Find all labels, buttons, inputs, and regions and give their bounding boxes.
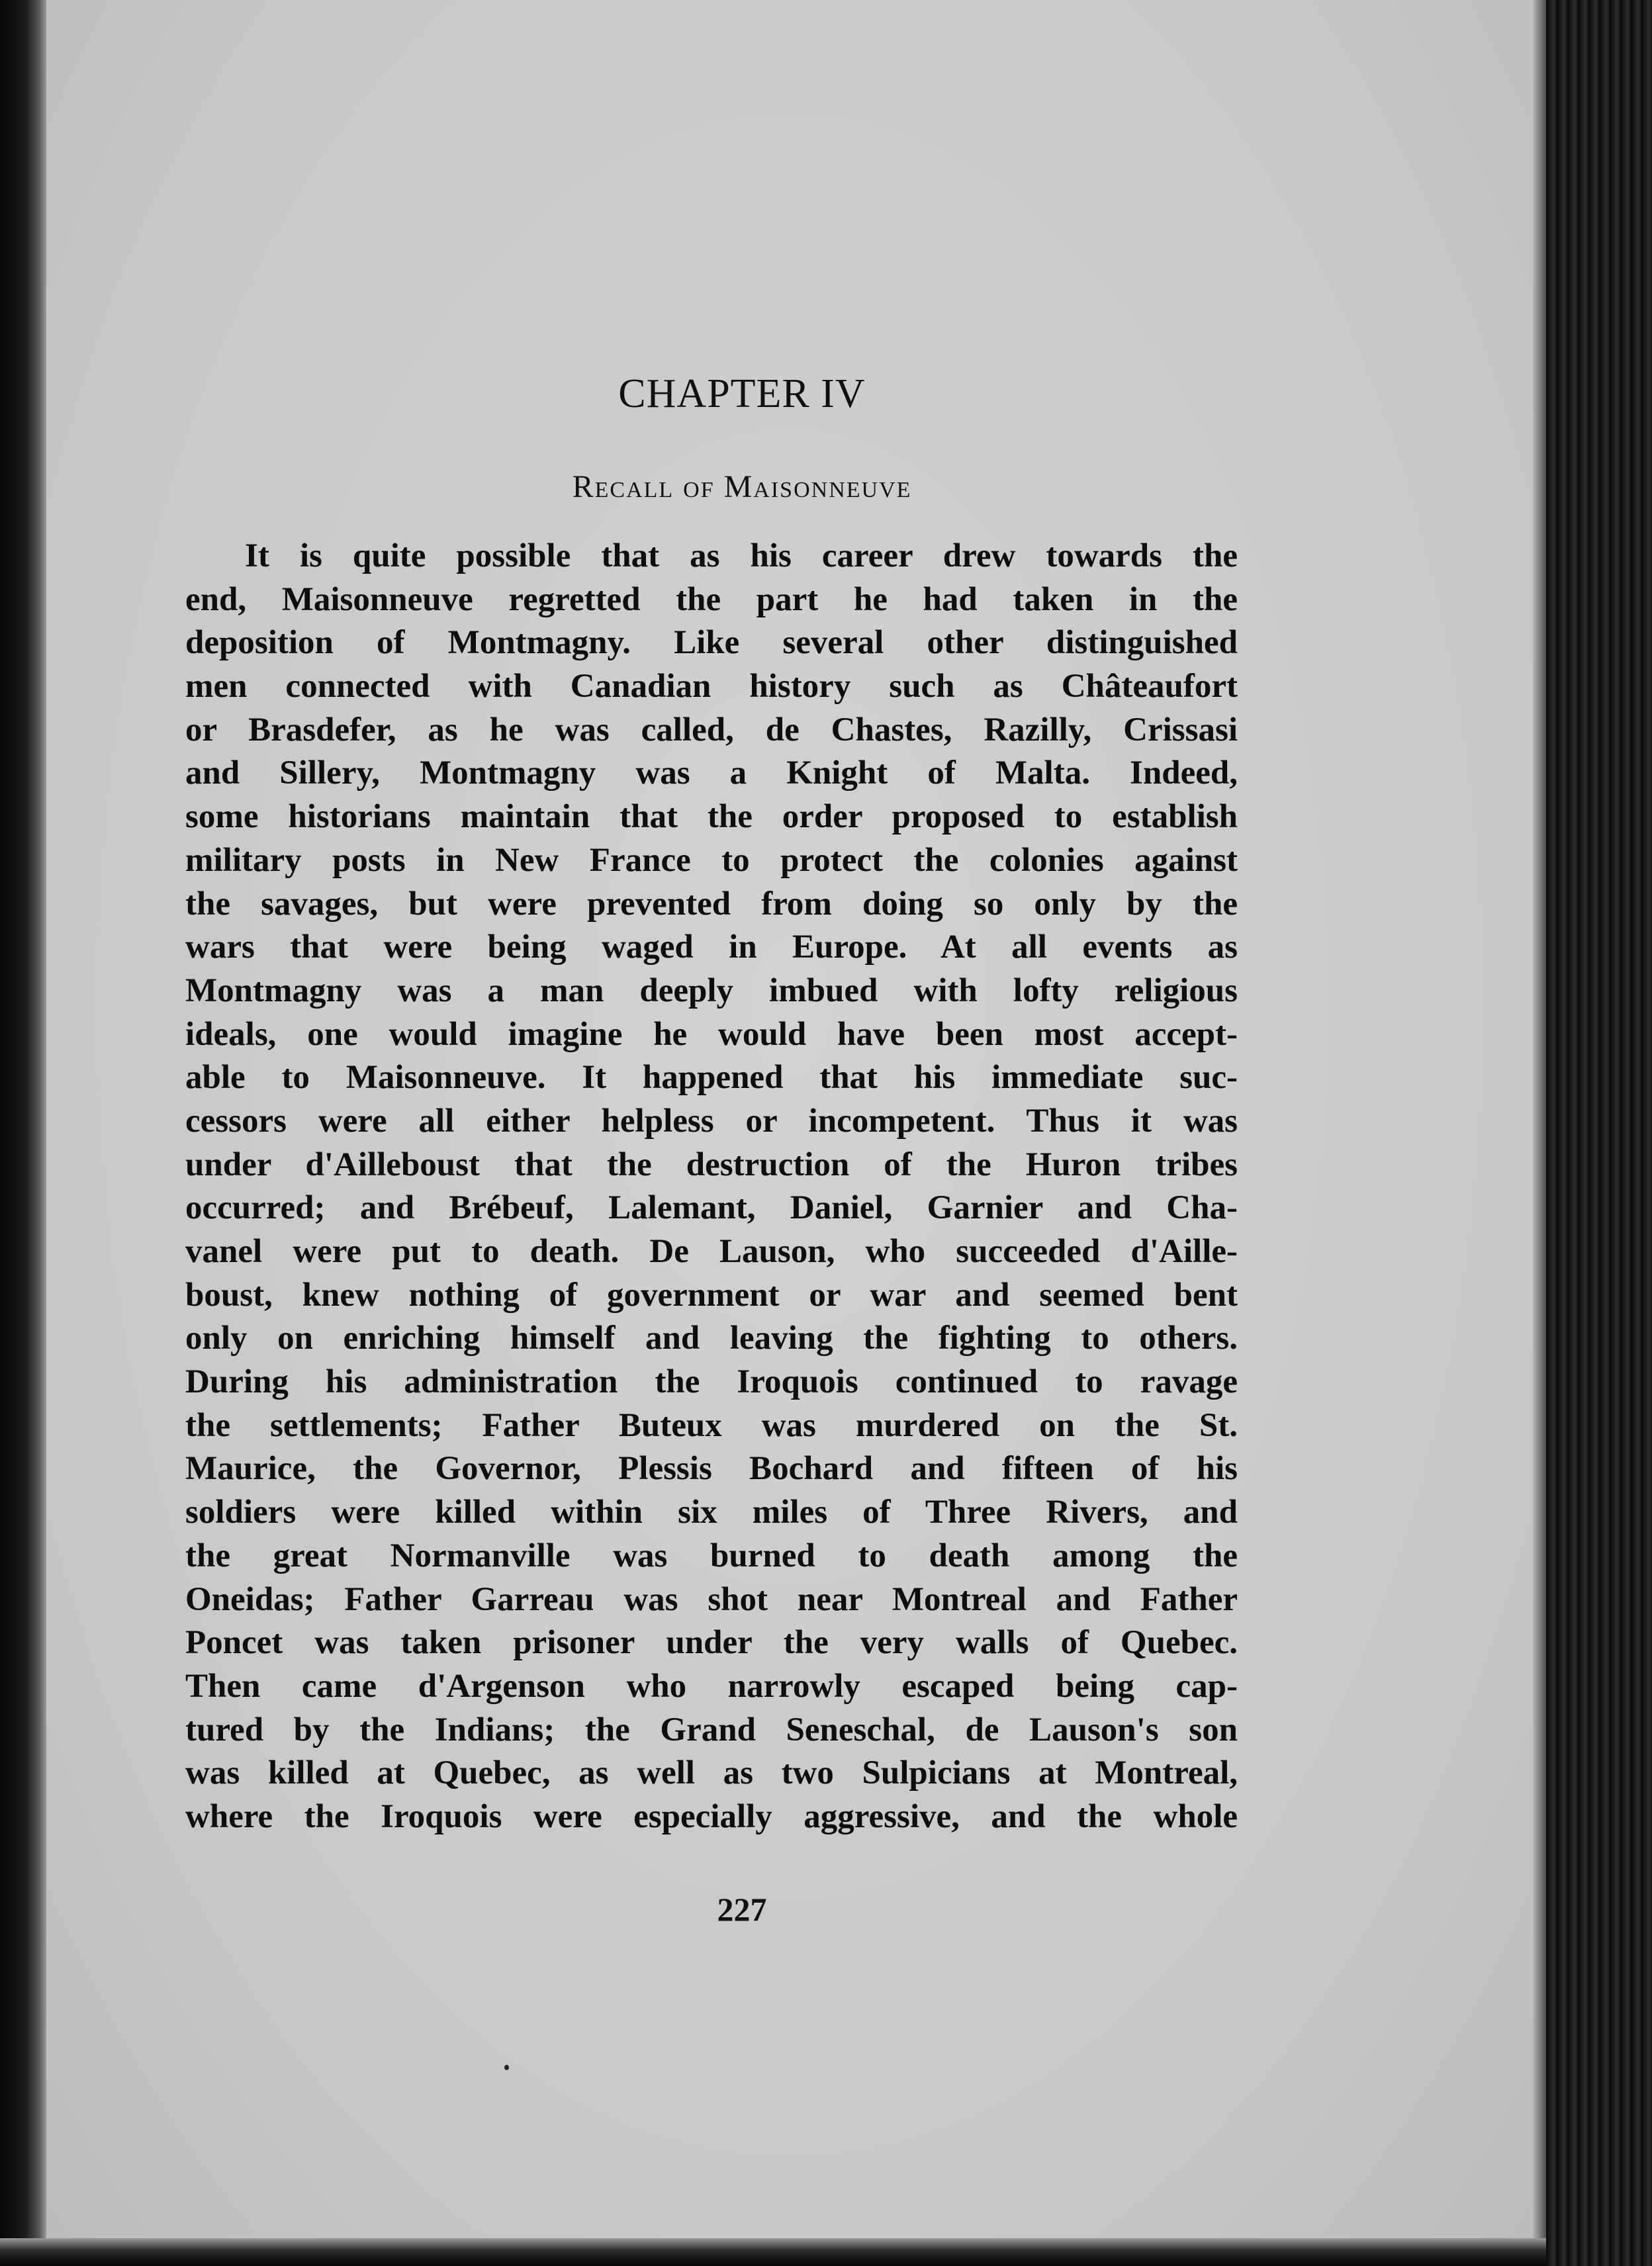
text-line: It is quite possible that as his career drew towards the xyxy=(245,537,1238,574)
text-line: only on enriching himself and leaving the fighting to others. xyxy=(185,1320,1238,1357)
text-line: boust, knew nothing of government or war and seemed bent xyxy=(185,1276,1238,1314)
text-line: and Sillery, Montmagny was a Knight of Malta. Indeed, xyxy=(185,754,1238,792)
text-line: Maurice, the Governor, Plessis Bochard and fifteen of his xyxy=(185,1450,1238,1488)
chapter-title: Recall of Maisonneuve xyxy=(572,469,912,504)
text-line: the great Normanville was burned to death among the xyxy=(185,1537,1238,1574)
text-line: occurred; and Brébeuf, Lalemant, Daniel, Garnier and Cha- xyxy=(185,1189,1238,1227)
text-line: deposition of Montmagny. Like several other distinguished xyxy=(185,624,1238,662)
scan-edge-right xyxy=(1546,0,1652,2266)
text-line: the settlements; Father Buteux was murdered on the St. xyxy=(185,1406,1238,1444)
text-line: Oneidas; Father Garreau was shot near Montreal and Father xyxy=(185,1580,1238,1618)
text-line: where the Iroquois were especially aggressive, and the whole xyxy=(185,1797,1238,1835)
text-line: tured by the Indians; the Grand Seneschal, de Lauson's son xyxy=(185,1711,1238,1748)
text-line: men connected with Canadian history such as Châteaufort xyxy=(185,668,1238,705)
text-line: end, Maisonneuve regretted the part he had taken in the xyxy=(185,580,1238,618)
chapter-heading: CHAPTER IV xyxy=(618,371,866,416)
body-text xyxy=(185,535,1238,1839)
text-line: vanel were put to death. De Lauson, who succeeded d'Aille- xyxy=(185,1233,1238,1270)
text-line: Montmagny was a man deeply imbued with lofty religious xyxy=(185,972,1238,1009)
text-line: some historians maintain that the order proposed to establish xyxy=(185,798,1238,836)
scan-speck xyxy=(504,2065,509,2070)
page-number: 227 xyxy=(717,1891,767,1928)
text-line: soldiers were killed within six miles of Three Rivers, and xyxy=(185,1494,1238,1531)
page-gutter-shadow xyxy=(1533,0,1546,2266)
text-line: Poncet was taken prisoner under the very walls of Quebec. xyxy=(185,1624,1238,1662)
text-line: or Brasdefer, as he was called, de Chastes, Razilly, Crissasi xyxy=(185,711,1238,748)
text-line: under d'Ailleboust that the destruction of the Huron tribes xyxy=(185,1146,1238,1183)
text-line: wars that were being waged in Europe. At all events as xyxy=(185,929,1238,966)
text-line: the savages, but were prevented from doing so only by the xyxy=(185,885,1238,923)
text-line: cessors were all either helpless or incompetent. Thus it was xyxy=(185,1102,1238,1140)
text-line: was killed at Quebec, as well as two Sulpicians at Montreal, xyxy=(185,1754,1238,1792)
text-line: able to Maisonneuve. It happened that his immediate suc- xyxy=(185,1059,1238,1097)
text-line: Then came d'Argenson who narrowly escaped being cap- xyxy=(185,1667,1238,1705)
text-line: military posts in New France to protect the colonies against xyxy=(185,841,1238,879)
scan-edge-left xyxy=(0,0,46,2266)
text-line: ideals, one would imagine he would have been most accept- xyxy=(185,1015,1238,1053)
scan-edge-bottom xyxy=(0,2238,1546,2266)
text-line: During his administration the Iroquois continued to ravage xyxy=(185,1363,1238,1401)
